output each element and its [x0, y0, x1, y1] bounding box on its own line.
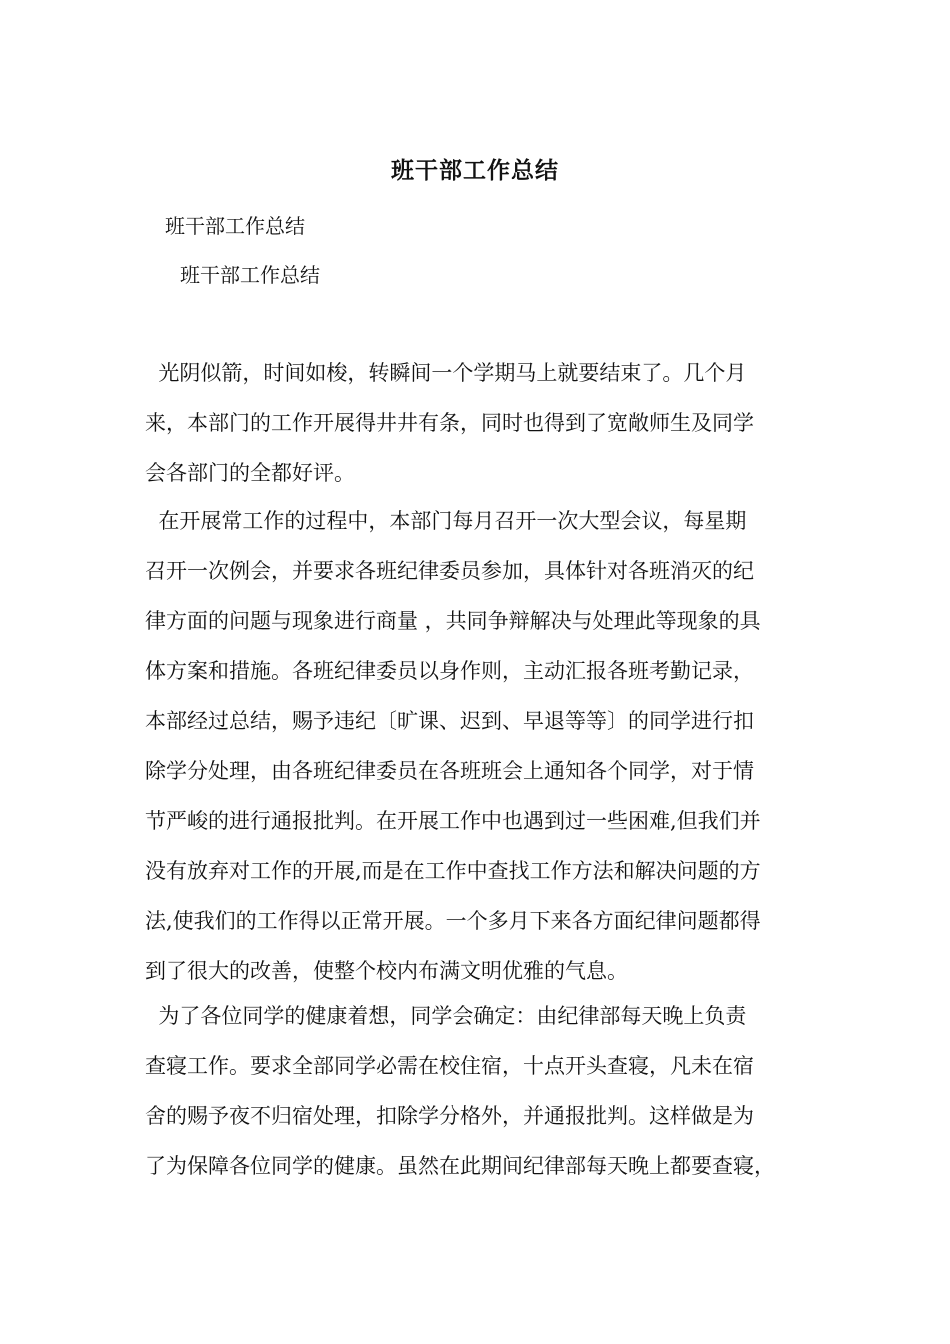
text-line: 召开一次例会，并要求各班纪律委员参加，具体针对各班消灭的纪 — [145, 559, 754, 583]
text-line: 舍的赐予夜不归宿处理，扣除学分格外，并通报批判。这样做是为 — [145, 1104, 754, 1128]
paragraph — [145, 496, 810, 996]
text-line: 光阴似箭，时间如梭，转瞬间一个学期马上就要结束了。几个月 — [145, 361, 747, 385]
text-line: 体方案和措施。各班纪律委员以身作则，主动汇报各班考勤记录， — [145, 659, 754, 683]
paragraph — [145, 348, 810, 498]
text-line: 本部经过总结，赐予违纪〔旷课、迟到、早退等等〕的同学进行扣 — [145, 709, 754, 733]
text-line: 查寝工作。要求全部同学必需在校住宿，十点开头查寝，凡未在宿 — [145, 1054, 754, 1078]
text-line: 为了各位同学的健康着想，同学会确定：由纪律部每天晚上负责 — [145, 1004, 747, 1028]
text-line: 法,使我们的工作得以正常开展。一个多月下来各方面纪律问题都得 — [145, 909, 761, 933]
text-line: 到了很大的改善，使整个校内布满文明优雅的气息。 — [145, 959, 628, 983]
text-line: 来，本部门的工作开展得井井有条，同时也得到了宽敞师生及同学 — [145, 411, 754, 435]
text-line: 会各部门的全都好评。 — [145, 461, 355, 485]
text-line: 没有放弃对工作的开展,而是在工作中查找工作方法和解决问题的方 — [145, 859, 761, 883]
document-subtitle: 班干部工作总结 — [165, 214, 305, 238]
text-line: 除学分处理，由各班纪律委员在各班班会上通知各个同学，对于情 — [145, 759, 754, 783]
document-subtitle: 班干部工作总结 — [180, 263, 320, 287]
text-line: 节严峻的进行通报批判。在开展工作中也遇到过一些困难,但我们并 — [145, 809, 761, 833]
document-title: 班干部工作总结 — [391, 157, 559, 184]
text-line: 在开展常工作的过程中，本部门每月召开一次大型会议，每星期 — [145, 509, 747, 533]
text-line: 律方面的问题与现象进行商量 ，共同争辩解决与处理此等现象的具 — [145, 609, 761, 633]
text-line: 了为保障各位同学的健康。虽然在此期间纪律部每天晚上都要查寝， — [145, 1154, 775, 1178]
paragraph — [145, 991, 810, 1191]
